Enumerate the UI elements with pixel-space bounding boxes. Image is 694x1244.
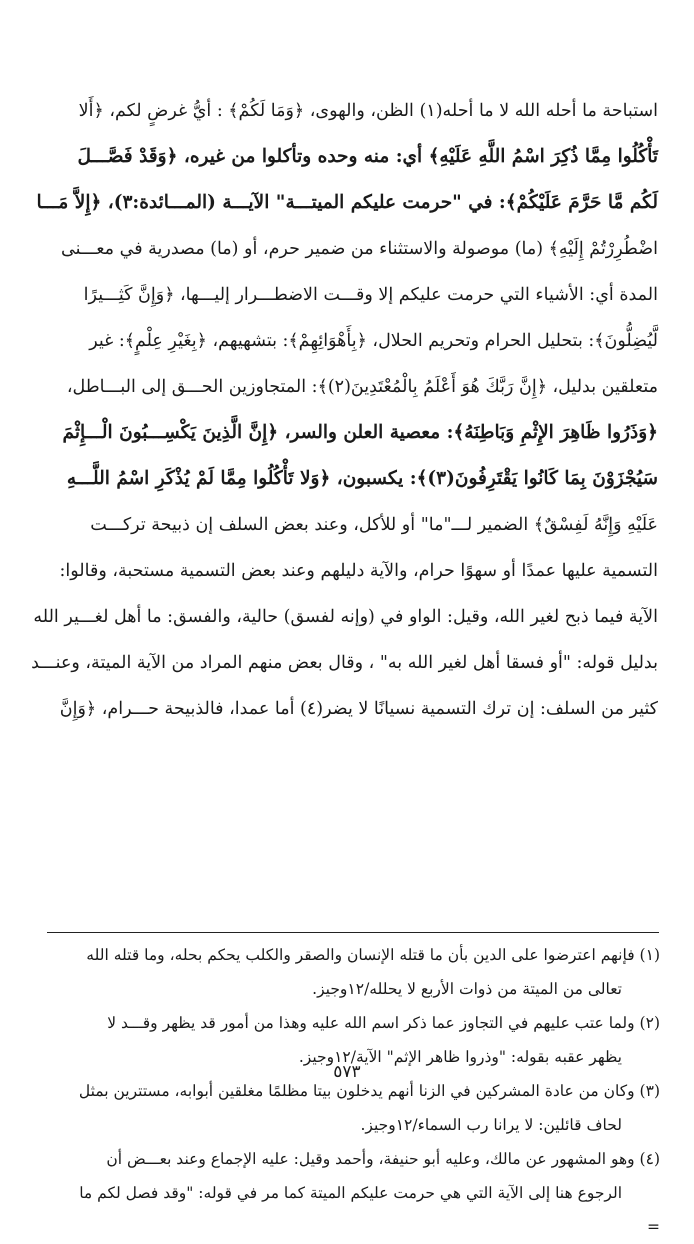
footnote-line: الرجوع هنا إلى الآية التي هي حرمت عليكم الميتة كما مر في قوله: "وقد فصل لكم ما	[79, 1184, 622, 1202]
text-line: اضْطُرِرْتُمْ إِلَيْهِ﴾ (ما) موصولة والاستثناء من ضمير حرم، أو (ما) مصدرية في معـــنى	[60, 239, 658, 259]
text-line: ﴿وَذَرُوا ظَاهِرَ الإِثْمِ وَبَاطِنَهُ﴾: معصية العلن والسر، ﴿إِنَّ الَّذِينَ يَكْسِـــبُونَ الْـــإِثْمَ	[62, 422, 658, 443]
text-line: عَلَيْهِ وَإِنَّهُ لَفِسْقٌ﴾ الضمير لـــ"ما" أو للأكل، وعند بعض السلف إن ذبيحة تركـــت	[90, 515, 658, 535]
page-number: ٥٧٣	[333, 1062, 361, 1082]
text-line: المدة أي: الأشياء التي حرمت عليكم إلا وقـــت الاضطـــرار إليـــها، ﴿وَإِنَّ كَثِـــيرًا	[83, 285, 658, 305]
footnote-line: (٣) وكان من عادة المشركين في الزنا أنهم يدخلون بيتا مظلمًا مغلقين أبوابه، مستترين بمثل	[78, 1082, 660, 1100]
text-line: تَأْكُلُوا مِمَّا ذُكِرَ اسْمُ اللَّهِ عَلَيْهِ﴾ أي: منه وحده وتأكلوا من غيره، ﴿وَقَدْ فَصَّـــلَ	[77, 146, 658, 167]
text-line: بدليل قوله: "أو فسقا أهل لغير الله به" ، وقال بعض منهم المراد من الآية الميتة، وعنـــد	[31, 653, 658, 673]
text-line: استباحة ما أحله الله لا ما أحله(١) الظن، والهوى، ﴿وَمَا لَكُمْ﴾ : أيُّ غرضٍ لكم، ﴿أَلا	[78, 101, 658, 121]
footnotes-block	[46, 938, 660, 1244]
footnote-line: (١) فإنهم اعترضوا على الدين بأن ما قتله الإنسان والصقر والكلب يحكم بحله، وما قتله الله	[86, 946, 660, 964]
main-text-block	[31, 88, 658, 732]
footnote-line: يظهر عقبه بقوله: "وذروا ظاهر الإثم" الآية/١٢وجيز.	[298, 1048, 622, 1066]
text-line: التسمية عليها عمدًا أو سهوًا حرام، والآية دليلهم وعند بعض التسمية مستحبة، وقالوا:	[59, 561, 658, 581]
footnote-line: لحاف قائلين: لا يرانا رب السماء/١٢وجيز.	[360, 1116, 622, 1134]
footnote-line: تعالى من الميتة من ذوات الأربع لا يحلله/١٢وجيز.	[312, 980, 622, 998]
text-line: متعلقين بدليل، ﴿إِنَّ رَبَّكَ هُوَ أَعْلَمُ بِالْمُعْتَدِينَ(٢)﴾: المتجاوزين الحـــق إلى البـــاطل،	[66, 377, 658, 397]
text-line: سَيُجْزَوْنَ بِمَا كَانُوا يَقْتَرِفُونَ(٣)﴾: يكسبون، ﴿وَلا تَأْكُلُوا مِمَّا لَمْ يُذْكَرِ اسْمُ اللَّـــهِ	[66, 468, 658, 489]
footnote-line: =	[647, 1218, 660, 1236]
footnote-separator	[47, 932, 659, 933]
footnote-line: (٢) ولما عتب عليهم في التجاوز عما ذكر اسم الله عليه وهذا من أمور قد يظهر وقـــد لا	[107, 1014, 660, 1032]
text-line: لَّيُضِلُّونَ﴾: بتحليل الحرام وتحريم الحلال، ﴿بِأَهْوَائِهِمْ﴾: بتشهيهم، ﴿بِغَيْرِ عِلْمٍ﴾: غير	[89, 331, 658, 351]
text-line: كثير من السلف: إن ترك التسمية نسيانًا لا يضر(٤) أما عمدا، فالذبيحة حـــرام، ﴿وَإِنَّ	[59, 699, 658, 719]
text-line: الآية فيما ذبح لغير الله، وقيل: الواو في (وإنه لفسق) حالية، والفسق: ما أهل لغـــير الله	[33, 607, 658, 627]
footnote-line: (٤) وهو المشهور عن مالك، وعليه أبو حنيفة، وأحمد وقيل: عليه الإجماع وعند بعـــض أن	[106, 1150, 660, 1168]
text-line: لَكُم مَّا حَرَّمَ عَلَيْكُمْ﴾: في "حرمت عليكم الميتـــة" الآيـــة (المـــائدة:٣)، ﴿إِلاَّ مَـــا	[36, 192, 658, 213]
